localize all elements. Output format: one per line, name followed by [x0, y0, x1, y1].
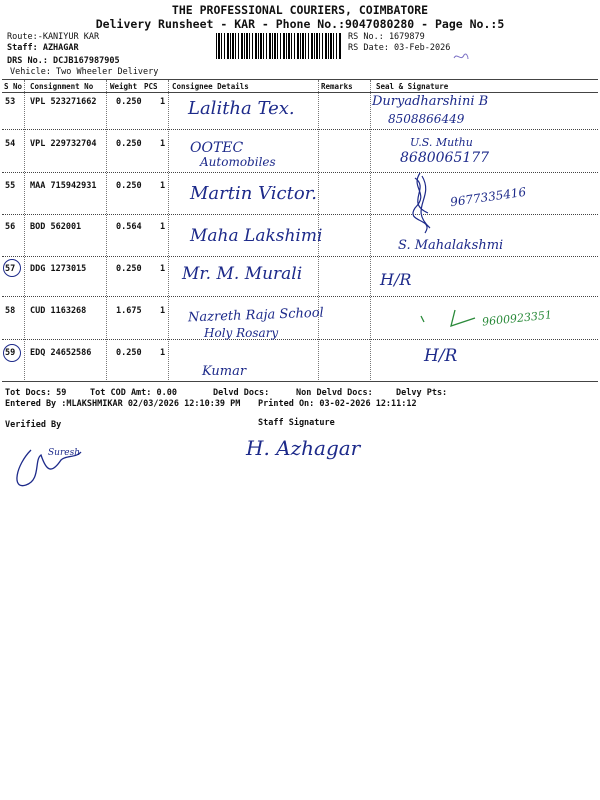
- row-weight: 0.250: [116, 181, 142, 191]
- col-divider: [106, 80, 107, 380]
- row-pcs: 1: [160, 264, 166, 274]
- row-weight: 0.250: [116, 139, 142, 149]
- total-docs: Tot Docs: 59: [5, 388, 67, 398]
- staff-signature: H. Azhagar: [246, 436, 361, 460]
- row-consignment: DDG 1273015: [30, 264, 87, 274]
- row-consignee: Lalitha Tex.: [188, 98, 295, 119]
- route-label: Route:-KANIYUR KAR: [7, 32, 100, 42]
- rs-number: RS No.: 1679879: [348, 32, 425, 42]
- row-weight: 0.250: [116, 97, 142, 107]
- row-divider: [2, 296, 598, 297]
- row-consignee: Nazreth Raja School: [187, 305, 324, 326]
- row-pcs: 1: [160, 222, 166, 232]
- row-sno: 54: [5, 139, 16, 149]
- row-pcs: 1: [160, 348, 166, 358]
- row-consignee: Mr. M. Murali: [182, 264, 303, 284]
- row-consignee-line2: Automobiles: [200, 155, 276, 169]
- col-divider: [370, 80, 371, 380]
- row-seal: 9600923351: [481, 308, 553, 329]
- row-seal: Duryadharshini B: [372, 94, 489, 109]
- row-sno: 58: [5, 306, 16, 316]
- entered-by: Entered By :MLAKSHMIKAR 02/03/2026 12:10:39 PM: [5, 399, 241, 409]
- col-sno: S No: [4, 82, 23, 91]
- row-divider: [2, 256, 598, 257]
- total-cod: Tot COD Amt: 0.00: [90, 388, 177, 398]
- pen-mark-icon: [452, 50, 470, 64]
- row-seal: H/R: [380, 270, 412, 289]
- vehicle-label: Vehicle: Two Wheeler Delivery: [10, 67, 159, 77]
- row-divider: [2, 339, 598, 340]
- row-consignment: MAA 715942931: [30, 181, 97, 191]
- table-bottom-line: [2, 381, 598, 382]
- row-sno: 55: [5, 181, 16, 191]
- row-sno: 53: [5, 97, 16, 107]
- table-header-line: [2, 92, 598, 93]
- check-mark-icon: [415, 306, 485, 331]
- rs-date: RS Date: 03-Feb-2026: [348, 43, 451, 53]
- non-delivered-docs: Non Delvd Docs:: [296, 388, 373, 398]
- delivered-docs: Delvd Docs:: [213, 388, 270, 398]
- col-divider: [24, 80, 25, 380]
- col-consignee: Consignee Details: [172, 82, 249, 91]
- row-weight: 0.250: [116, 264, 142, 274]
- row-sno: 57: [5, 264, 16, 274]
- row-consignment: VPL 523271662: [30, 97, 97, 107]
- col-pcs: PCS: [144, 82, 158, 91]
- row-divider: [2, 172, 598, 173]
- drs-number: DRS No.: DCJB167987905: [7, 56, 120, 66]
- row-weight: 0.250: [116, 348, 142, 358]
- printed-on: Printed On: 03-02-2026 12:11:12: [258, 399, 417, 409]
- row-pcs: 1: [160, 181, 166, 191]
- col-consignment: Consignment No: [30, 82, 94, 91]
- col-seal: Seal & Signature: [376, 82, 449, 91]
- row-seal-phone: 8680065177: [400, 150, 490, 166]
- col-remarks: Remarks: [321, 82, 353, 91]
- row-pcs: 1: [160, 306, 166, 316]
- delivery-points: Delvy Pts:: [396, 388, 448, 398]
- row-seal: H/R: [424, 346, 458, 366]
- row-consignment: BOD 562001: [30, 222, 82, 232]
- row-seal: U.S. Muthu: [410, 136, 473, 149]
- company-title: THE PROFESSIONAL COURIERS, COIMBATORE: [171, 3, 429, 17]
- row-weight: 0.564: [116, 222, 142, 232]
- barcode: [216, 33, 342, 59]
- row-consignee-line2: Holy Rosary: [204, 326, 279, 340]
- row-consignment: CUD 1163268: [30, 306, 87, 316]
- col-divider: [168, 80, 169, 380]
- row-weight: 1.675: [116, 306, 142, 316]
- row-seal: 9677335416: [449, 184, 527, 210]
- row-sno: 59: [5, 348, 16, 358]
- staff-signature-label: Staff Signature: [258, 418, 335, 428]
- row-seal: S. Mahalakshmi: [398, 238, 504, 253]
- row-consignee: Maha Lakshimi: [190, 226, 323, 246]
- row-consignment: EDQ 24652586: [30, 348, 92, 358]
- row-seal-phone: 8508866449: [388, 112, 465, 126]
- row-divider: [2, 214, 598, 215]
- row-consignee: OOTEC: [190, 140, 244, 156]
- row-consignee: Kumar: [202, 364, 247, 379]
- row-consignee: Martin Victor.: [190, 183, 318, 204]
- verified-by-label: Verified By: [5, 420, 62, 430]
- row-pcs: 1: [160, 97, 166, 107]
- table-top-line: [2, 79, 598, 80]
- verified-signature: Suresh: [48, 448, 81, 458]
- row-consignment: VPL 229732704: [30, 139, 97, 149]
- col-weight: Weight: [110, 82, 138, 91]
- row-divider: [2, 129, 598, 130]
- runsheet-title: Delivery Runsheet - KAR - Phone No.:9047080280 - Page No.:5: [95, 17, 505, 31]
- row-pcs: 1: [160, 139, 166, 149]
- staff-label: Staff: AZHAGAR: [7, 43, 79, 53]
- row-sno: 56: [5, 222, 16, 232]
